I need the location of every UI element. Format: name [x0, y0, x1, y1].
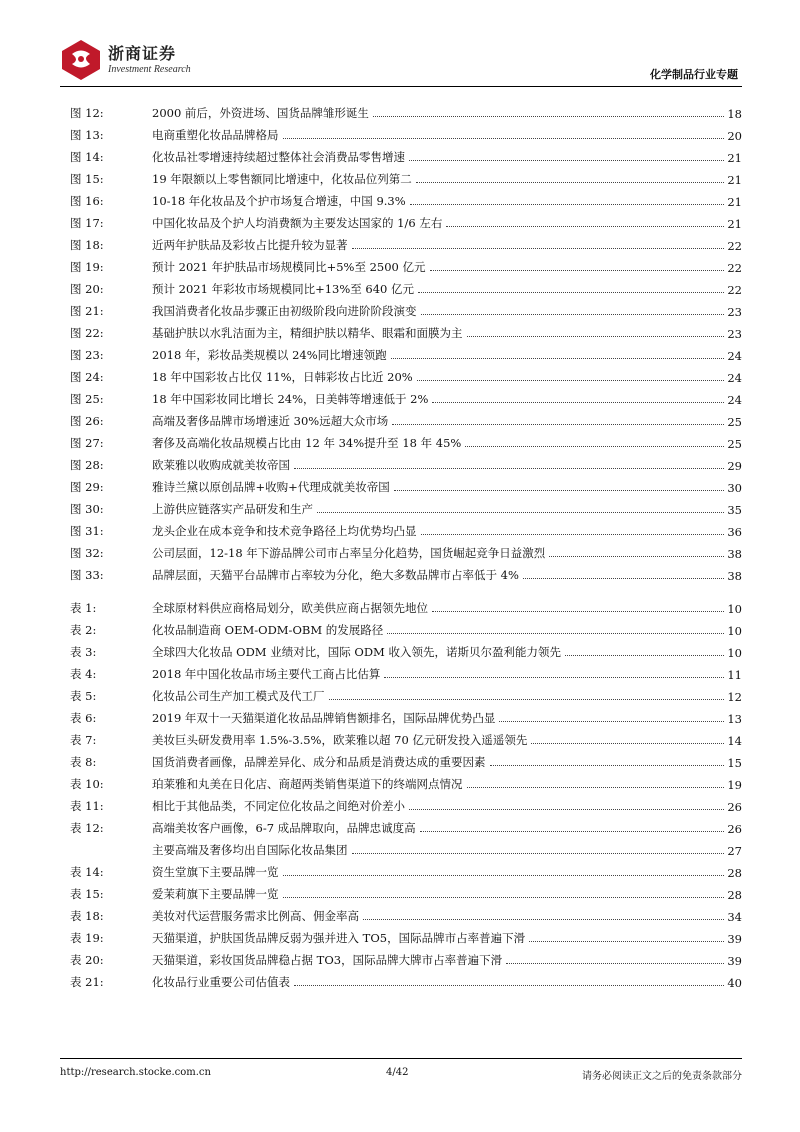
entry-label: 图 29: [70, 480, 104, 494]
entry-title: 全球四大化妆品 ODM 业绩对比，国际 ODM 收入领先，诺斯贝尔盈利能力领先 [152, 645, 561, 659]
entry-page: 34 [727, 910, 742, 924]
table-list [70, 594, 742, 990]
figure-entry[interactable] [70, 297, 742, 319]
entry-page: 39 [727, 932, 742, 946]
table-entry[interactable] [70, 968, 742, 990]
table-entry[interactable] [70, 770, 742, 792]
table-entry[interactable] [70, 682, 742, 704]
entry-title: 爱茉莉旗下主要品牌一览 [152, 887, 279, 901]
figure-entry[interactable] [70, 99, 742, 121]
entry-page: 10 [727, 624, 742, 638]
entry-label: 表 6: [70, 711, 97, 725]
entry-title: 资生堂旗下主要品牌一览 [152, 865, 279, 879]
entry-page: 12 [727, 690, 742, 704]
company-logo [60, 38, 210, 82]
dot-leader [384, 677, 724, 678]
entry-page: 28 [727, 888, 742, 902]
entry-title: 近两年护肤品及彩妆占比提升较为显著 [152, 238, 348, 252]
entry-title: 2018 年，彩妆品类规模以 24%同比增速领跑 [152, 348, 387, 362]
entry-label: 图 24: [70, 370, 104, 384]
dot-leader [430, 270, 725, 271]
dot-leader [418, 292, 724, 293]
entry-page: 38 [727, 569, 742, 583]
entry-title: 电商重塑化妆品品牌格局 [152, 128, 279, 142]
figure-entry[interactable] [70, 451, 742, 473]
entry-page: 30 [727, 481, 742, 495]
table-entry[interactable] [70, 660, 742, 682]
entry-page: 20 [727, 129, 742, 143]
entry-title: 18 年中国彩妆占比仅 11%，日韩彩妆占比近 20% [152, 370, 413, 384]
entry-title: 18 年中国彩妆同比增长 24%，日美韩等增速低于 2% [152, 392, 429, 406]
dot-leader [294, 468, 724, 469]
dot-leader [523, 578, 724, 579]
dot-leader [432, 611, 724, 612]
entry-label: 图 14: [70, 150, 104, 164]
figure-entry[interactable] [70, 121, 742, 143]
figure-entry[interactable] [70, 341, 742, 363]
entry-title: 天猫渠道，彩妆国货品牌稳占据 TO3，国际品牌大牌市占率普遍下滑 [152, 953, 503, 967]
dot-leader [421, 534, 725, 535]
entry-title: 欧莱雅以收购成就美妆帝国 [152, 458, 290, 472]
entry-title: 相比于其他品类，不同定位化妆品之间绝对价差小 [152, 799, 405, 813]
dot-leader [529, 941, 724, 942]
entry-page: 25 [727, 415, 742, 429]
entry-page: 14 [727, 734, 742, 748]
table-entry[interactable] [70, 616, 742, 638]
dot-leader [409, 809, 724, 810]
entry-label: 表 4: [70, 667, 97, 681]
entry-title: 公司层面，12-18 年下游品牌公司市占率呈分化趋势，国货崛起竞争日益激烈 [152, 546, 546, 560]
dot-leader [499, 721, 724, 722]
table-entry[interactable] [70, 924, 742, 946]
dot-leader [392, 424, 724, 425]
entry-label: 图 30: [70, 502, 104, 516]
dot-leader [565, 655, 724, 656]
table-entry[interactable] [70, 704, 742, 726]
dot-leader [549, 556, 724, 557]
table-entry[interactable] [70, 880, 742, 902]
entry-page: 21 [727, 195, 742, 209]
dot-leader [387, 633, 724, 634]
report-type-title: 化学制品行业专题 [650, 68, 738, 81]
entry-label: 图 16: [70, 194, 104, 208]
brand-name: 浙商证券 [108, 44, 177, 63]
entry-page: 21 [727, 173, 742, 187]
entry-label: 图 13: [70, 128, 104, 142]
dot-leader [506, 963, 724, 964]
entry-title: 化妆品行业重要公司估值表 [152, 975, 290, 989]
entry-title: 化妆品社零增速持续超过整体社会消费品零售增速 [152, 150, 405, 164]
dot-leader [432, 402, 724, 403]
dot-leader [467, 336, 725, 337]
dot-leader [283, 897, 725, 898]
dot-leader [283, 138, 725, 139]
entry-label: 图 26: [70, 414, 104, 428]
entry-title: 2019 年双十一天猫渠道化妆品品牌销售额排名，国际品牌优势凸显 [152, 711, 496, 725]
entry-title: 美妆巨头研发费用率 1.5%-3.5%，欧莱雅以超 70 亿元研发投入遥遥领先 [152, 733, 528, 747]
entry-label: 图 12: [70, 106, 104, 120]
brand-subtitle: Investment Research [108, 64, 191, 75]
logo-icon [60, 38, 102, 82]
entry-page: 15 [727, 756, 742, 770]
entry-page: 22 [727, 239, 742, 253]
entry-label: 图 21: [70, 304, 104, 318]
entry-title: 美妆对代运营服务需求比例高、佣金率高 [152, 909, 359, 923]
entry-page: 21 [727, 151, 742, 165]
entry-page: 29 [727, 459, 742, 473]
entry-title: 19 年限额以上零售额同比增速中，化妆品位列第二 [152, 172, 412, 186]
entry-title: 2000 前后，外资进场、国货品牌雏形诞生 [152, 106, 369, 120]
entry-page: 11 [727, 668, 742, 682]
figure-entry[interactable] [70, 429, 742, 451]
figure-entry[interactable] [70, 561, 742, 583]
entry-label: 表 1: [70, 601, 97, 615]
figure-entry[interactable] [70, 253, 742, 275]
entry-label: 图 20: [70, 282, 104, 296]
entry-title: 中国化妆品及个护人均消费额为主要发达国家的 1/6 左右 [152, 216, 443, 230]
entry-title: 化妆品制造商 OEM-ODM-OBM 的发展路径 [152, 623, 384, 637]
dot-leader [363, 919, 724, 920]
figure-entry[interactable] [70, 209, 742, 231]
entry-page: 28 [727, 866, 742, 880]
entry-title: 珀莱雅和丸美在日化店、商超两类销售渠道下的终端网点情况 [152, 777, 463, 791]
entry-title: 天猫渠道，护肤国货品牌反弱为强并进入 TO5，国际品牌市占率普遍下滑 [152, 931, 526, 945]
entry-label: 图 22: [70, 326, 104, 340]
entry-page: 19 [727, 778, 742, 792]
table-entry[interactable] [70, 726, 742, 748]
dot-leader [467, 787, 725, 788]
entry-title: 2018 年中国化妆品市场主要代工商占比估算 [152, 667, 381, 681]
entry-page: 38 [727, 547, 742, 561]
table-entry[interactable] [70, 946, 742, 968]
entry-label: 表 10: [70, 777, 104, 791]
entry-title: 全球原材料供应商格局划分，欧美供应商占据领先地位 [152, 601, 428, 615]
dot-leader [283, 875, 725, 876]
entry-title: 基础护肤以水乳洁面为主，精细护肤以精华、眼霜和面膜为主 [152, 326, 463, 340]
header-divider [60, 86, 742, 87]
entry-label: 图 19: [70, 260, 104, 274]
dot-leader [394, 490, 725, 491]
dot-leader [465, 446, 724, 447]
figure-entry[interactable] [70, 495, 742, 517]
table-entry[interactable] [70, 902, 742, 924]
entry-page: 24 [727, 393, 742, 407]
figure-entry[interactable] [70, 407, 742, 429]
dot-leader [373, 116, 724, 117]
entry-title: 雅诗兰黛以原创品牌+收购+代理成就美妆帝国 [152, 480, 390, 494]
figure-entry[interactable] [70, 187, 742, 209]
entry-page: 23 [727, 327, 742, 341]
entry-page: 10 [727, 602, 742, 616]
entry-label: 图 31: [70, 524, 104, 538]
entry-label: 图 25: [70, 392, 104, 406]
entry-page: 26 [727, 800, 742, 814]
entry-label: 图 15: [70, 172, 104, 186]
disclaimer-note: 请务必阅读正文之后的免责条款部分 [582, 1071, 742, 1082]
dot-leader [391, 358, 725, 359]
entry-label: 表 3: [70, 645, 97, 659]
figure-entry[interactable] [70, 473, 742, 495]
entry-label: 表 20: [70, 953, 104, 967]
figure-entry[interactable] [70, 275, 742, 297]
entry-page: 35 [727, 503, 742, 517]
entry-label: 表 12: [70, 821, 104, 835]
entry-title: 上游供应链落实产品研发和生产 [152, 502, 313, 516]
entry-page: 13 [727, 712, 742, 726]
table-entry[interactable] [70, 858, 742, 880]
figure-entry[interactable] [70, 539, 742, 561]
entry-label: 图 23: [70, 348, 104, 362]
table-entry[interactable] [70, 638, 742, 660]
page-header [0, 0, 800, 100]
entry-label: 图 33: [70, 568, 104, 582]
entry-label: 图 27: [70, 436, 104, 450]
figure-entry[interactable] [70, 517, 742, 539]
entry-page: 10 [727, 646, 742, 660]
entry-label: 图 32: [70, 546, 104, 560]
entry-title: 10-18 年化妆品及个护市场复合增速，中国 9.3% [152, 194, 406, 208]
entry-label: 图 28: [70, 458, 104, 472]
entry-page: 40 [727, 976, 742, 990]
dot-leader [410, 204, 725, 205]
entry-title: 化妆品公司生产加工模式及代工厂 [152, 689, 325, 703]
figure-entry[interactable] [70, 385, 742, 407]
entry-label: 表 7: [70, 733, 97, 747]
entry-title: 龙头企业在成本竞争和技术竞争路径上均优势均凸显 [152, 524, 417, 538]
entry-label: 表 2: [70, 623, 97, 637]
entry-page: 24 [727, 349, 742, 363]
entry-page: 22 [727, 283, 742, 297]
entry-label: 表 5: [70, 689, 97, 703]
dot-leader [417, 380, 725, 381]
figure-entry[interactable] [70, 363, 742, 385]
page-footer [0, 1058, 800, 1132]
entry-title: 奢侈及高端化妆品规模占比由 12 年 34%提升至 18 年 45% [152, 436, 462, 450]
dot-leader [352, 853, 725, 854]
entry-page: 18 [727, 107, 742, 121]
dot-leader [352, 248, 725, 249]
entry-title: 预计 2021 年彩妆市场规模同比+13%至 640 亿元 [152, 282, 415, 296]
entry-page: 26 [727, 822, 742, 836]
entry-label: 表 18: [70, 909, 104, 923]
dot-leader [409, 160, 724, 161]
footer-divider [60, 1058, 742, 1059]
table-entry[interactable] [70, 814, 742, 836]
figure-list [70, 99, 742, 583]
table-entry[interactable] [70, 748, 742, 770]
dot-leader [329, 699, 725, 700]
table-entry[interactable] [70, 594, 742, 616]
entry-title: 品牌层面，天猫平台品牌市占率较为分化，绝大多数品牌市占率低于 4% [152, 568, 519, 582]
dot-leader [446, 226, 724, 227]
dot-leader [317, 512, 724, 513]
figure-entry[interactable] [70, 165, 742, 187]
entry-page: 27 [727, 844, 742, 858]
entry-page: 25 [727, 437, 742, 451]
table-entry[interactable] [70, 836, 742, 858]
dot-leader [490, 765, 725, 766]
entry-label: 表 15: [70, 887, 104, 901]
entry-label: 图 17: [70, 216, 104, 230]
entry-page: 24 [727, 371, 742, 385]
entry-label: 图 18: [70, 238, 104, 252]
dot-leader [294, 985, 724, 986]
footer-url[interactable]: http://research.stocke.com.cn [60, 1067, 211, 1078]
entry-page: 21 [727, 217, 742, 231]
dot-leader [531, 743, 724, 744]
entry-page: 23 [727, 305, 742, 319]
entry-title: 高端美妆客户画像，6-7 成品牌取向，品牌忠诚度高 [152, 821, 416, 835]
entry-page: 22 [727, 261, 742, 275]
dot-leader [416, 182, 725, 183]
entry-title: 主要高端及奢侈均出自国际化妆品集团 [152, 843, 348, 857]
entry-label: 表 14: [70, 865, 104, 879]
entry-title: 我国消费者化妆品步骤正由初级阶段向进阶阶段演变 [152, 304, 417, 318]
entry-label: 表 8: [70, 755, 97, 769]
figure-entry[interactable] [70, 319, 742, 341]
figure-entry[interactable] [70, 143, 742, 165]
entry-page: 36 [727, 525, 742, 539]
entry-page: 39 [727, 954, 742, 968]
entry-title: 国货消费者画像，品牌差异化、成分和品质是消费达成的重要因素 [152, 755, 486, 769]
dot-leader [421, 314, 725, 315]
entry-title: 高端及奢侈品牌市场增速近 30%远超大众市场 [152, 414, 389, 428]
table-entry[interactable] [70, 792, 742, 814]
entry-title: 预计 2021 年护肤品市场规模同比+5%至 2500 亿元 [152, 260, 426, 274]
entry-label: 表 21: [70, 975, 104, 989]
page-number: 4/42 [386, 1067, 409, 1078]
entry-label: 表 19: [70, 931, 104, 945]
dot-leader [420, 831, 725, 832]
entry-label: 表 11: [70, 799, 104, 813]
figure-entry[interactable] [70, 231, 742, 253]
